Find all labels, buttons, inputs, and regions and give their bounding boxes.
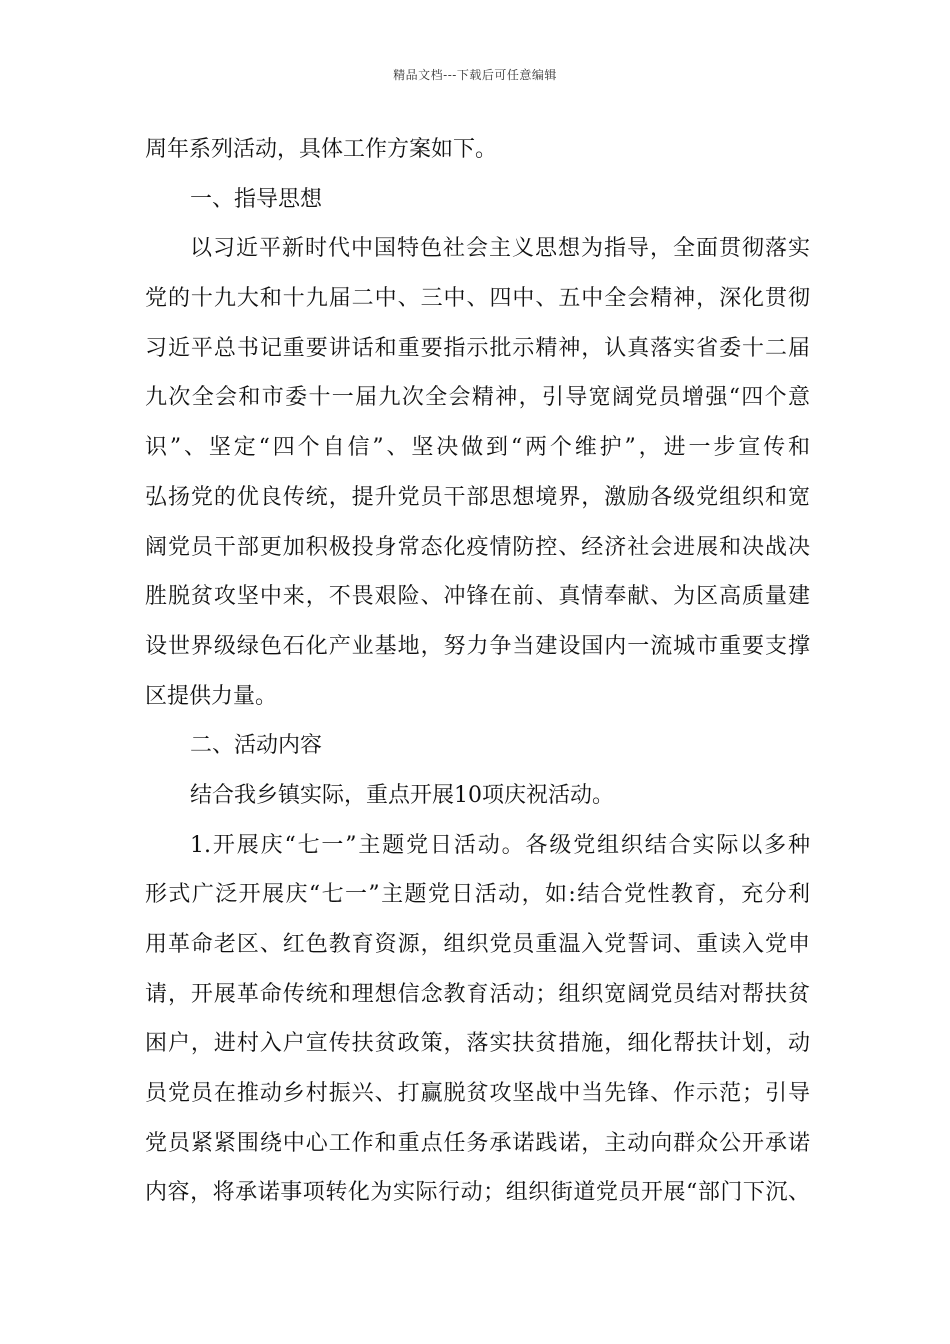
text-line: 党的十九大和十九届二中、三中、四中、五中全会精神，深化贯彻: [145, 286, 810, 312]
text-line: 九次全会和市委十一届九次全会精神，引导宽阔党员增强“四个意: [145, 385, 810, 411]
text-line: 阔党员干部更加积极投身常态化疫情防控、经济社会进展和决战决: [145, 534, 810, 560]
text-line: 区提供力量。: [145, 683, 278, 709]
text-line: 形式广泛开展庆“七一”主题党日活动，如:结合党性教育，充分利: [145, 882, 810, 908]
document-body: [145, 132, 810, 1225]
text-line: 胜脱贫攻坚中来，不畏艰险、冲锋在前、真情奉献、为区高质量建: [145, 584, 810, 610]
page-header: 精品文档---下载后可任意编辑: [393, 68, 557, 82]
text-line: 请，开展革命传统和理想信念教育活动；组织宽阔党员结对帮扶贫: [145, 981, 810, 1007]
text-line: 以习近平新时代中国特色社会主义思想为指导，全面贯彻落实: [190, 236, 810, 262]
text-line: 结合我乡镇实际，重点开展10项庆祝活动。: [190, 782, 614, 808]
text-line: 习近平总书记重要讲话和重要指示批示精神，认真落实省委十二届: [145, 335, 810, 361]
text-line: 识”、坚定“四个自信”、坚决做到“两个维护”，进一步宣传和: [145, 435, 810, 461]
text-line: 弘扬党的优良传统，提升党员干部思想境界，激励各级党组织和宽: [145, 484, 810, 510]
text-line: 用革命老区、红色教育资源，组织党员重温入党誓词、重读入党申: [145, 932, 810, 957]
text-line: 1.开展庆“七一”主题党日活动。各级党组织结合实际以多种: [190, 832, 810, 858]
text-line: 内容，将承诺事项转化为实际行动；组织街道党员开展“部门下沉、: [145, 1180, 810, 1206]
text-line: 设世界级绿色石化产业基地，努力争当建设国内一流城市重要支撑: [145, 633, 810, 659]
section-heading: 二、活动内容: [190, 733, 323, 759]
section-heading: 一、指导思想: [190, 186, 323, 212]
text-line: 困户，进村入户宣传扶贫政策，落实扶贫措施，细化帮扶计划，动: [145, 1031, 810, 1057]
text-line: 周年系列活动，具体工作方案如下。: [145, 137, 498, 162]
text-line: 党员紧紧围绕中心工作和重点任务承诺践诺，主动向群众公开承诺: [145, 1130, 810, 1156]
text-line: 员党员在推动乡村振兴、打赢脱贫攻坚战中当先锋、作示范；引导: [145, 1081, 810, 1107]
